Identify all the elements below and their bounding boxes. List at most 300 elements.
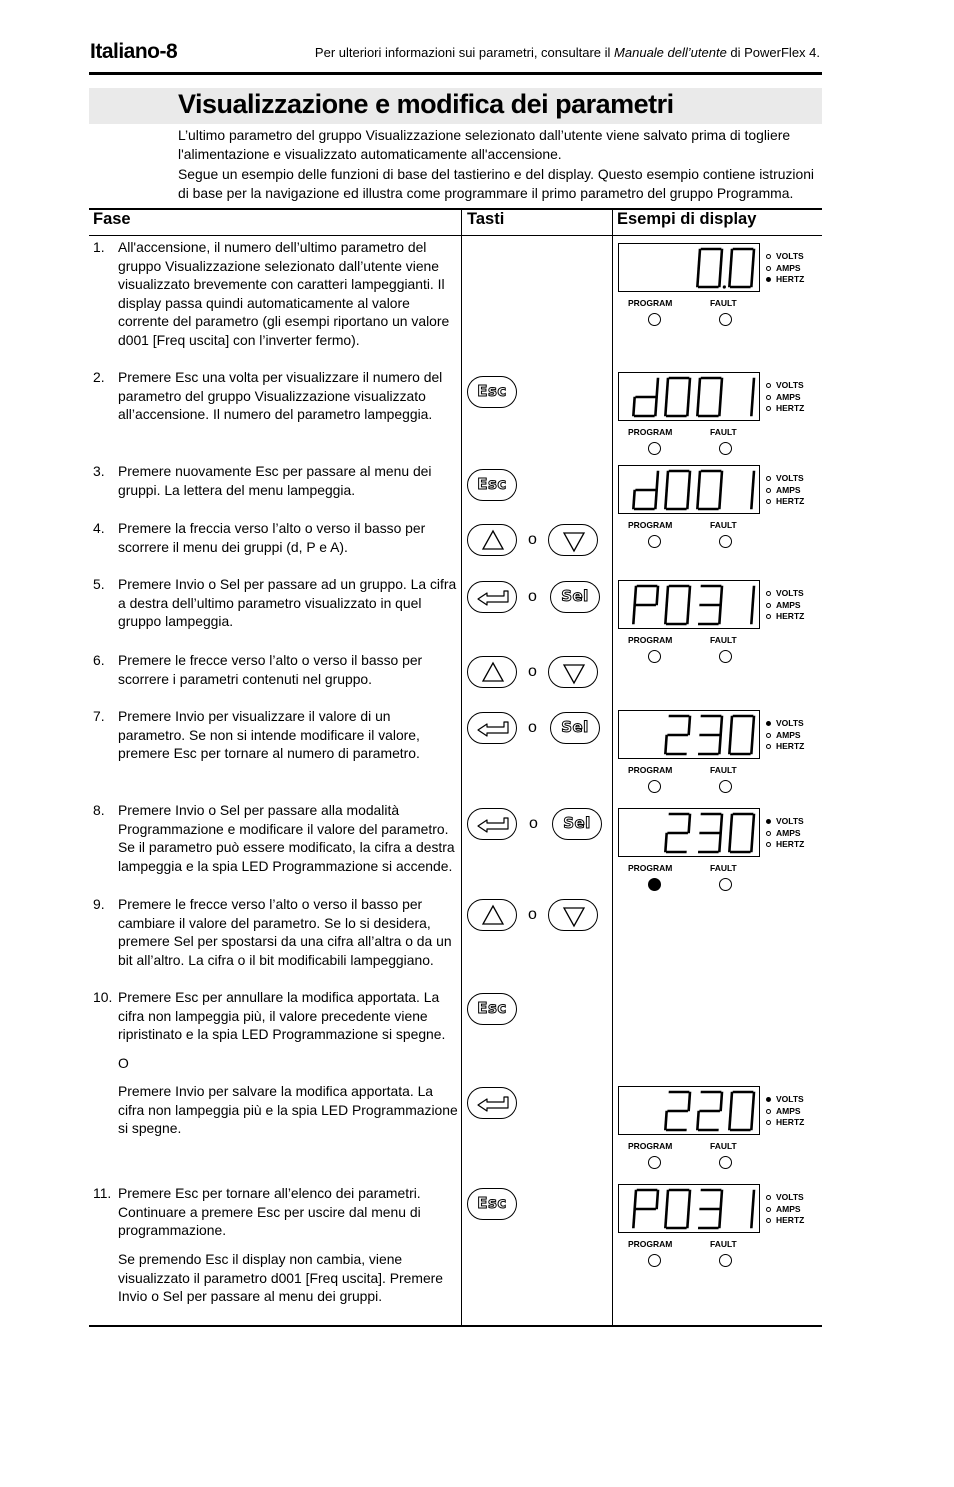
volts-led-icon xyxy=(766,1097,771,1102)
segment-f xyxy=(667,1191,668,1208)
program-label: PROGRAM xyxy=(628,635,673,645)
step-10 xyxy=(93,988,461,1044)
digit-3 xyxy=(699,1190,722,1228)
segment-c xyxy=(751,1210,752,1227)
step-text: Premere Esc per tornare all’elenco dei parametri. Continuare a premere Esc per uscire dal menu di programmazione. xyxy=(118,1185,421,1239)
segment-b xyxy=(753,250,754,267)
segment-e xyxy=(665,606,666,623)
amps-led-icon xyxy=(766,831,771,836)
step-6 xyxy=(93,651,461,688)
volts-label: VOLTS xyxy=(776,380,804,390)
segment-e xyxy=(665,834,666,851)
column-header-keys: Tasti xyxy=(467,210,505,228)
amps-label: AMPS xyxy=(776,262,801,273)
segment-e xyxy=(697,269,698,286)
segment-c xyxy=(719,834,720,851)
digit-1 xyxy=(751,472,754,508)
hertz-label: HERTZ xyxy=(776,403,805,413)
segment-c xyxy=(687,606,688,623)
volts-label: VOLTS xyxy=(776,816,804,826)
step-text: O xyxy=(118,1055,129,1071)
segment-b xyxy=(753,1093,754,1110)
amps-label: AMPS xyxy=(776,484,801,495)
segment-b xyxy=(689,1191,690,1208)
hertz-indicator xyxy=(766,274,804,286)
volts-indicator xyxy=(766,1094,804,1106)
segment-b xyxy=(721,379,722,396)
segment-f xyxy=(699,379,700,396)
amps-led-icon xyxy=(766,1109,771,1114)
program-label: PROGRAM xyxy=(628,765,673,775)
segment-e xyxy=(665,736,666,753)
hertz-led-icon xyxy=(766,744,771,749)
volts-indicator xyxy=(766,588,804,600)
segment-b xyxy=(753,587,754,604)
segment-b xyxy=(753,815,754,832)
or-connector: o xyxy=(528,663,537,680)
seven-segment-readout xyxy=(619,809,761,858)
digit-0 xyxy=(729,716,754,754)
step-text: Premere le frecce verso l’alto o verso il basso per cambiare il valore del parametro. Se lo si desidera, premere Sel per spostarsi da una cifra all’altra o da un bit all’altro. La cifra o il bit modificabili lampeggiano. xyxy=(118,896,452,968)
lcd-screen xyxy=(618,1184,760,1233)
lcd-screen xyxy=(618,372,760,421)
fault-led-icon xyxy=(719,313,732,326)
step-5 xyxy=(93,575,461,631)
column-header-display: Esempi di display xyxy=(617,210,757,228)
segment-b xyxy=(689,717,690,734)
or-connector: o xyxy=(528,588,537,605)
unit-indicators xyxy=(766,718,804,753)
segment-f xyxy=(635,1191,636,1208)
seven-segment-readout xyxy=(619,466,761,515)
digit-2 xyxy=(665,716,690,754)
step-number: 1. xyxy=(93,239,105,255)
column-header-step: Fase xyxy=(93,210,131,228)
hertz-led-icon xyxy=(766,614,771,619)
step-number: 7. xyxy=(93,708,105,724)
volts-indicator xyxy=(766,251,804,263)
step-text: Premere Invio o Sel per passare ad un gruppo. La cifra a destra dell’ultimo parametro visualizzato in quel gruppo lampeggia. xyxy=(118,576,457,630)
segment-b xyxy=(721,250,722,267)
step-number: 10. xyxy=(93,989,113,1005)
segment-f xyxy=(667,587,668,604)
volts-indicator xyxy=(766,1192,804,1204)
step-text: Premere la freccia verso l’alto o verso il basso per scorrere il menu dei gruppi (d, P e A). xyxy=(118,520,426,555)
sel-key-label: Sel xyxy=(561,718,589,736)
fault-led-icon xyxy=(719,1254,732,1267)
segment-b xyxy=(721,815,722,832)
digit-0 xyxy=(729,1092,754,1130)
segment-c xyxy=(687,491,688,508)
segment-b xyxy=(657,379,658,396)
amps-led-icon xyxy=(766,603,771,608)
unit-indicators xyxy=(766,1094,804,1129)
segment-b xyxy=(753,472,754,489)
amps-indicator xyxy=(766,485,804,497)
lcd-screen xyxy=(618,710,760,759)
segment-e xyxy=(697,1112,698,1129)
up-arrow-key[interactable] xyxy=(467,524,517,556)
step-10-or xyxy=(93,1054,461,1073)
hertz-indicator xyxy=(766,496,804,508)
lcd-screen xyxy=(618,465,760,514)
volts-led-icon xyxy=(766,476,771,481)
down-arrow-key[interactable] xyxy=(548,899,598,931)
up-arrow-key[interactable] xyxy=(467,899,517,931)
lcd-screen xyxy=(618,1086,760,1135)
segment-e xyxy=(729,1112,730,1129)
segment-e xyxy=(665,1112,666,1129)
amps-indicator xyxy=(766,730,804,742)
seven-segment-readout xyxy=(619,373,761,422)
segment-e xyxy=(697,491,698,508)
enter-key[interactable] xyxy=(467,808,517,840)
esc-key[interactable] xyxy=(467,469,517,501)
volts-led-icon xyxy=(766,819,771,824)
segment-b xyxy=(753,717,754,734)
program-led-icon xyxy=(648,1254,661,1267)
unit-indicators xyxy=(766,1192,804,1227)
enter-arrow-icon xyxy=(468,809,518,841)
fault-label: FAULT xyxy=(710,765,737,775)
volts-led-icon xyxy=(766,721,771,726)
program-label: PROGRAM xyxy=(628,427,673,437)
segment-c xyxy=(719,398,720,415)
digit-d xyxy=(633,472,658,509)
seven-segment-readout xyxy=(619,1185,761,1234)
step-text: Premere nuovamente Esc per passare al menu dei gruppi. La lettera del menu lampeggia. xyxy=(118,463,432,498)
segment-f xyxy=(667,472,668,489)
display-example-7 xyxy=(618,1086,818,1168)
header-note-manual: Manuale dell’utente xyxy=(614,45,727,60)
esc-key-label: Esc xyxy=(477,475,507,493)
amps-indicator xyxy=(766,392,804,404)
down-arrow-icon xyxy=(549,900,599,932)
amps-led-icon xyxy=(766,395,771,400)
segment-c xyxy=(687,1210,688,1227)
header-rule xyxy=(89,72,822,75)
seven-segment-readout xyxy=(619,581,761,630)
decimal-point xyxy=(723,285,726,288)
intro-paragraph-1: L’ultimo parametro del gruppo Visualizzazione selezionato dall’utente viene salvato prima di togliere l'alimentazione e visualizzato automaticamente all'accensione. xyxy=(178,127,791,162)
segment-b xyxy=(721,1191,722,1208)
segment-c xyxy=(719,736,720,753)
fault-label: FAULT xyxy=(710,635,737,645)
esc-key-label: Esc xyxy=(477,999,507,1017)
segment-e xyxy=(633,491,634,508)
seven-segment-readout xyxy=(619,244,761,293)
display-example-8 xyxy=(618,1184,818,1266)
segment-f xyxy=(731,815,732,832)
amps-indicator xyxy=(766,828,804,840)
volts-label: VOLTS xyxy=(776,588,804,598)
volts-label: VOLTS xyxy=(776,718,804,728)
hertz-led-icon xyxy=(766,842,771,847)
digit-P xyxy=(633,1190,658,1227)
fault-led-icon xyxy=(719,535,732,548)
volts-led-icon xyxy=(766,1195,771,1200)
digit-P xyxy=(633,586,658,623)
digit-1 xyxy=(751,1191,754,1227)
unit-indicators xyxy=(766,588,804,623)
lcd-screen xyxy=(618,580,760,629)
program-led-icon xyxy=(648,878,661,891)
hertz-label: HERTZ xyxy=(776,1215,805,1225)
digit-0 xyxy=(697,378,722,416)
fault-label: FAULT xyxy=(710,1141,737,1151)
page-section-label: Italiano-8 xyxy=(90,40,178,63)
segment-e xyxy=(633,606,634,623)
segment-f xyxy=(667,379,668,396)
up-arrow-icon xyxy=(468,900,518,932)
enter-key[interactable] xyxy=(467,712,517,744)
segment-e xyxy=(633,1210,634,1227)
esc-key-label: Esc xyxy=(477,382,507,400)
lcd-screen xyxy=(618,243,760,292)
step-number: 2. xyxy=(93,369,105,385)
hertz-indicator xyxy=(766,1215,804,1227)
hertz-label: HERTZ xyxy=(776,741,805,751)
step-10-alt xyxy=(93,1082,461,1138)
esc-key[interactable] xyxy=(467,1188,517,1220)
segment-b xyxy=(689,587,690,604)
sel-key-label: Sel xyxy=(561,587,589,605)
or-connector: o xyxy=(529,815,538,832)
enter-key[interactable] xyxy=(467,1087,517,1119)
segment-f xyxy=(635,587,636,604)
fault-led-icon xyxy=(719,1156,732,1169)
program-led-icon xyxy=(648,780,661,793)
esc-key[interactable] xyxy=(467,993,517,1025)
or-connector: o xyxy=(528,906,537,923)
segment-c xyxy=(719,491,720,508)
segment-c xyxy=(751,834,752,851)
digit-0 xyxy=(665,471,690,509)
step-text: Premere Invio per visualizzare il valore di un parametro. Se non si intende modificare il valore, premere Esc per tornare al numero di parametro. xyxy=(118,708,420,762)
amps-indicator xyxy=(766,1106,804,1118)
segment-b xyxy=(721,717,722,734)
sel-key[interactable] xyxy=(550,712,600,744)
segment-b xyxy=(753,379,754,396)
amps-label: AMPS xyxy=(776,599,801,610)
hertz-label: HERTZ xyxy=(776,611,805,621)
display-example-5 xyxy=(618,710,818,792)
step-number: 3. xyxy=(93,463,105,479)
amps-indicator xyxy=(766,600,804,612)
hertz-indicator xyxy=(766,839,804,851)
step-11-note xyxy=(93,1250,461,1306)
digit-2 xyxy=(665,1092,690,1130)
seven-segment-readout xyxy=(619,1087,761,1136)
down-arrow-icon xyxy=(549,525,599,557)
program-led-icon xyxy=(648,442,661,455)
segment-b xyxy=(657,472,658,489)
enter-arrow-icon xyxy=(468,1088,518,1120)
enter-arrow-icon xyxy=(468,582,518,614)
enter-arrow-icon xyxy=(468,713,518,745)
segment-b xyxy=(689,472,690,489)
amps-led-icon xyxy=(766,488,771,493)
step-text: Premere Esc una volta per visualizzare il numero del parametro del gruppo Visualizzazione visualizzato all’accensione. Il numero del parametro lampeggia. xyxy=(118,369,443,423)
step-text: Premere Esc per annullare la modifica apportata. La cifra non lampeggia più, il valore precedente viene ripristinato e la spia LED Programmazione si spegne. xyxy=(118,989,446,1043)
display-example-1 xyxy=(618,243,818,325)
digit-0 xyxy=(665,586,690,624)
sel-key-label: Sel xyxy=(563,814,591,832)
enter-key[interactable] xyxy=(467,581,517,613)
fault-led-icon xyxy=(719,650,732,663)
seven-segment-readout xyxy=(619,711,761,760)
up-arrow-key[interactable] xyxy=(467,656,517,688)
digit-2 xyxy=(697,1092,722,1130)
down-arrow-icon xyxy=(549,657,599,689)
program-led-icon xyxy=(648,535,661,548)
fault-label: FAULT xyxy=(710,298,737,308)
segment-c xyxy=(751,269,752,286)
display-example-2 xyxy=(618,372,818,454)
volts-indicator xyxy=(766,718,804,730)
hertz-indicator xyxy=(766,741,804,753)
step-1 xyxy=(93,238,461,350)
segment-b xyxy=(721,1093,722,1110)
amps-label: AMPS xyxy=(776,1105,801,1116)
segment-f xyxy=(699,472,700,489)
segment-c xyxy=(751,1112,752,1129)
up-arrow-icon xyxy=(468,525,518,557)
step-number: 8. xyxy=(93,802,105,818)
program-label: PROGRAM xyxy=(628,1141,673,1151)
hertz-label: HERTZ xyxy=(776,839,805,849)
segment-c xyxy=(655,491,656,508)
amps-label: AMPS xyxy=(776,729,801,740)
digit-3 xyxy=(699,716,722,754)
hertz-label: HERTZ xyxy=(776,1117,805,1127)
hertz-led-icon xyxy=(766,1120,771,1125)
table-bottom-rule xyxy=(89,1325,822,1327)
segment-e xyxy=(697,398,698,415)
unit-indicators xyxy=(766,816,804,851)
esc-key[interactable] xyxy=(467,376,517,408)
sel-key[interactable] xyxy=(552,808,602,840)
step-text: All'accensione, il numero dell’ultimo parametro del gruppo Visualizzazione selezionato dall’utente viene visualizzato brevemente con caratteri lampeggianti. Il display passa quindi automaticamente al valore corrente del parametro (gli esempi riportano un valore d001 [Freq uscita] con l’inverter fermo). xyxy=(118,239,450,348)
segment-b xyxy=(657,1191,658,1208)
step-number: 4. xyxy=(93,520,105,536)
intro-paragraph-2: Segue un esempio delle funzioni di base del tastierino e del display. Questo esempio contiene istruzioni di base per la navigazione ed illustra come programmare il primo parametro del gruppo Programma. xyxy=(178,166,815,201)
hertz-indicator xyxy=(766,1117,804,1129)
digit-0 xyxy=(697,471,722,509)
segment-b xyxy=(689,379,690,396)
segment-b xyxy=(689,1093,690,1110)
amps-label: AMPS xyxy=(776,1203,801,1214)
table-header-rule xyxy=(89,235,822,236)
amps-led-icon xyxy=(766,1207,771,1212)
step-9 xyxy=(93,895,461,969)
segment-c xyxy=(751,398,752,415)
step-number: 11. xyxy=(93,1185,112,1201)
step-11 xyxy=(93,1184,461,1240)
step-number: 9. xyxy=(93,896,105,912)
header-note xyxy=(315,45,820,60)
amps-label: AMPS xyxy=(776,391,801,402)
up-arrow-icon xyxy=(468,657,518,689)
segment-c xyxy=(751,736,752,753)
hertz-led-icon xyxy=(766,277,771,282)
program-led-icon xyxy=(648,1156,661,1169)
fault-led-icon xyxy=(719,442,732,455)
segment-b xyxy=(689,815,690,832)
segment-c xyxy=(687,398,688,415)
step-number: 6. xyxy=(93,652,105,668)
step-7 xyxy=(93,707,461,763)
hertz-label: HERTZ xyxy=(776,274,805,284)
column-divider-display xyxy=(612,208,613,1326)
volts-led-icon xyxy=(766,254,771,259)
segment-e xyxy=(665,491,666,508)
volts-indicator xyxy=(766,816,804,828)
header-note-pre: Per ulteriori informazioni sui parametri, consultare il xyxy=(314,45,615,60)
fault-label: FAULT xyxy=(710,1239,737,1249)
program-label: PROGRAM xyxy=(628,1239,673,1249)
digit-0 xyxy=(665,1190,690,1228)
segment-c xyxy=(655,398,656,415)
fault-label: FAULT xyxy=(710,427,737,437)
amps-indicator xyxy=(766,1204,804,1216)
hertz-label: HERTZ xyxy=(776,496,805,506)
volts-label: VOLTS xyxy=(776,473,804,483)
step-number: 5. xyxy=(93,576,105,592)
digit-3 xyxy=(699,814,722,852)
segment-c xyxy=(751,491,752,508)
segment-b xyxy=(657,587,658,604)
segment-f xyxy=(699,250,700,267)
volts-led-icon xyxy=(766,383,771,388)
segment-c xyxy=(751,606,752,623)
segment-e xyxy=(633,398,634,415)
amps-label: AMPS xyxy=(776,827,801,838)
program-led-icon xyxy=(648,650,661,663)
amps-indicator xyxy=(766,263,804,275)
display-example-4 xyxy=(618,580,818,662)
volts-label: VOLTS xyxy=(776,1192,804,1202)
fault-led-icon xyxy=(719,780,732,793)
down-arrow-key[interactable] xyxy=(548,524,598,556)
segment-e xyxy=(729,736,730,753)
segment-b xyxy=(753,1191,754,1208)
sel-key[interactable] xyxy=(550,581,600,613)
digit-1 xyxy=(751,379,754,415)
fault-led-icon xyxy=(719,878,732,891)
program-label: PROGRAM xyxy=(628,863,673,873)
header-note-post: di PowerFlex 4. xyxy=(726,45,820,60)
step-text: Premere Invio per salvare la modifica apportata. La cifra non lampeggia più e la spia LED Programmazione si spegne. xyxy=(118,1083,458,1137)
segment-f xyxy=(731,1093,732,1110)
or-connector: o xyxy=(528,531,537,548)
segment-c xyxy=(719,606,720,623)
digit-1 xyxy=(751,587,754,623)
down-arrow-key[interactable] xyxy=(548,656,598,688)
segment-f xyxy=(731,717,732,734)
segment-e xyxy=(665,1210,666,1227)
segment-c xyxy=(719,1210,720,1227)
step-text: Premere le frecce verso l’alto o verso il basso per scorrere i parametri contenuti nel gruppo. xyxy=(118,652,423,687)
amps-led-icon xyxy=(766,733,771,738)
hertz-indicator xyxy=(766,403,804,415)
digit-0 xyxy=(697,249,728,289)
digit-0 xyxy=(729,814,754,852)
fault-label: FAULT xyxy=(710,520,737,530)
amps-led-icon xyxy=(766,266,771,271)
step-4 xyxy=(93,519,461,556)
page-title: Visualizzazione e modifica dei parametri xyxy=(178,89,674,119)
